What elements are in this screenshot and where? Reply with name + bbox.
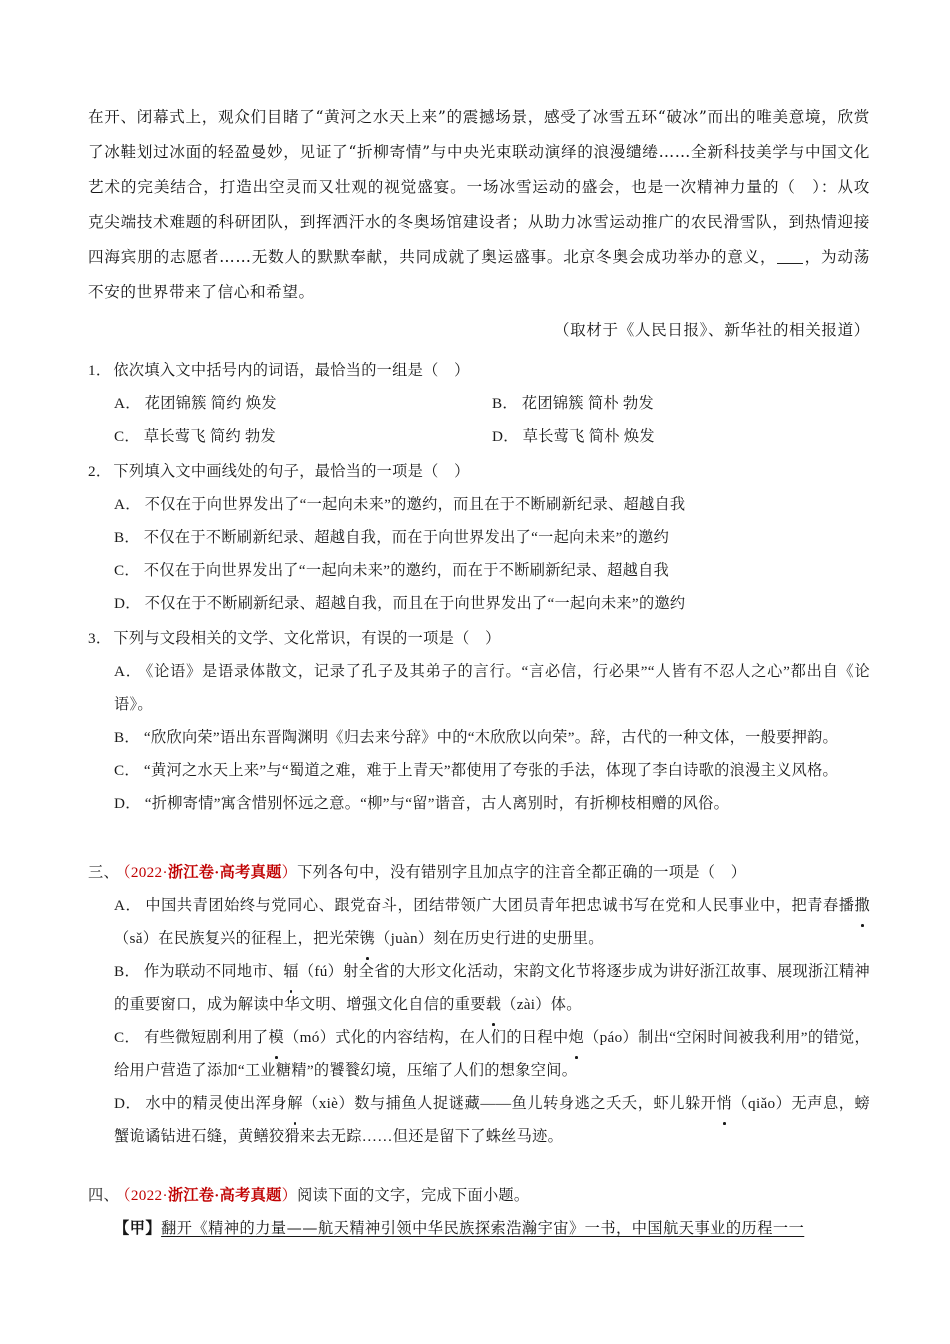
exam-tag-year: 2022· — [130, 1187, 168, 1204]
option-2d-label: D． — [114, 595, 141, 612]
section-four-exam-tag — [123, 1187, 297, 1204]
material-jia-line — [88, 1212, 870, 1245]
fill-in-blank — [777, 263, 803, 264]
option-1a-label: A． — [114, 395, 141, 412]
question-2-number: 2． — [88, 463, 112, 480]
exam-tag-close-paren: ） — [281, 864, 298, 881]
section-three-stem-text: 下列各句中，没有错别字且加点字的注音全都正确的一项是（ ） — [297, 864, 747, 881]
option-3c-text: “黄河之水天上来”与“蜀道之难，难于上青天”都使用了夸张的手法，体现了李白诗歌的浪漫主义风格。 — [143, 762, 839, 779]
option-s3c-label: C． — [114, 1029, 141, 1046]
emphasis-char: 解 — [287, 1087, 303, 1120]
option-s3a[interactable] — [88, 889, 870, 955]
option-3d-label: D． — [114, 795, 141, 812]
option-1a[interactable] — [114, 387, 492, 420]
exam-tag-source: 浙江卷·高考真题 — [167, 864, 282, 881]
passage-source: （取材于《人民日报》、新华社的相关报道） — [553, 321, 870, 339]
question-1 — [88, 354, 870, 453]
option-3a-text: 《论语》是语录体散文，记录了孔子及其弟子的言行。“言必信，行必果”“人皆有不忍人之心”都出自《论语》。 — [114, 663, 870, 713]
question-3-stem — [88, 622, 870, 655]
exam-tag-close-paren: ） — [281, 1187, 298, 1204]
option-2c[interactable] — [88, 554, 870, 587]
question-1-stem-text: 依次填入文中括号内的词语，最恰当的一组是（ ） — [113, 362, 470, 379]
exam-tag-source: 浙江卷·高考真题 — [167, 1187, 282, 1204]
option-2a-label: A． — [114, 496, 141, 513]
question-3-stem-text: 下列与文段相关的文学、文化常识，有误的一项是（ ） — [113, 630, 501, 647]
option-2a-text: 不仅在于向世界发出了“一起向未来”的邀约，而且在于不断刷新纪录、超越自我 — [144, 496, 686, 513]
section-four-stem-text: 阅读下面的文字，完成下面小题。 — [297, 1187, 530, 1204]
option-2b-text: 不仅在于不断刷新纪录、超越自我，而在于向世界发出了“一起向未来”的邀约 — [143, 529, 670, 546]
exam-tag-year: 2022· — [130, 864, 168, 881]
option-1c-label: C． — [114, 428, 140, 445]
option-1d-label: D． — [492, 428, 519, 445]
option-1d-text: 草长莺飞 简朴 焕发 — [522, 428, 655, 445]
option-3c[interactable] — [88, 754, 870, 787]
emphasis-char: 辐 — [283, 955, 299, 988]
option-3b[interactable] — [88, 721, 870, 754]
option-2b[interactable] — [88, 521, 870, 554]
section-four-index: 四、 — [88, 1187, 119, 1204]
section-spacer-1 — [88, 822, 870, 856]
section-three — [88, 856, 870, 1153]
section-three-index: 三、 — [88, 864, 119, 881]
option-s3b-text: 作为联动不同地市、辐（fú）射全省的大形文化活动，宋韵文化节将逐步成为讲好浙江故事、展现浙江精神的重要窗口，成为解读中华文明、增强文化自信的重要载（zài）体。 — [114, 963, 870, 1013]
emphasis-char: 炮 — [569, 1021, 585, 1054]
option-2c-text: 不仅在于向世界发出了“一起向未来”的邀约，而在于不断刷新纪录、超越自我 — [143, 562, 670, 579]
passage-text-before-blank: 在开、闭幕式上，观众们目睹了“黄河之水天上来”的震撼场景，感受了冰雪五环“破冰”而出的唯美意境，欣赏了冰鞋划过冰面的轻盈曼妙，见证了“折柳寄情”与中央光束联动演绎的浪漫缱绻……全新科技美学与中国文化艺术的完美结合，打造出空灵而又壮观的视觉盛宴。一场冰雪运动的盛会，也是一次精神力量的（ ）：从攻克尖端技术难题的科研团队，到挥洒汗水的冬奥场馆建设者；从助力冰雪运动推广的农民滑雪队，到热情迎接四海宾朋的志愿者……无数人的默默奉献，共同成就了奥运盛事。北京冬奥会成功举办的意义， — [88, 108, 870, 266]
emphasis-char: 模 — [269, 1021, 285, 1054]
emphasis-char: 载 — [486, 988, 502, 1021]
option-3d[interactable] — [88, 787, 870, 820]
option-1b[interactable] — [492, 387, 870, 420]
question-1-options-row-1 — [88, 387, 870, 420]
question-2-stem — [88, 455, 870, 488]
material-label-jia: 【甲】 — [114, 1219, 162, 1237]
option-s3d[interactable] — [88, 1087, 870, 1153]
option-3c-label: C． — [114, 762, 140, 779]
question-3 — [88, 622, 870, 820]
option-s3a-label: A． — [114, 897, 142, 914]
option-s3c-text: 有些微短剧利用了模（mó）式化的内容结构，在人们的日程中炮（páo）制出“空闲时间被我利用”的错觉，给用户营造了添加“工业糖精”的饕餮幻境，压缩了人们的想象空间。 — [114, 1029, 870, 1079]
option-2b-label: B． — [114, 529, 140, 546]
option-3a[interactable] — [88, 655, 870, 721]
section-four — [88, 1179, 870, 1245]
option-s3b[interactable] — [88, 955, 870, 1021]
option-2d[interactable] — [88, 587, 870, 620]
option-2d-text: 不仅在于不断刷新纪录、超越自我，而且在于向世界发出了“一起向未来”的邀约 — [144, 595, 686, 612]
emphasis-char: 镌 — [360, 922, 376, 955]
option-3b-label: B． — [114, 729, 140, 746]
option-2c-label: C． — [114, 562, 140, 579]
option-3b-text: “欣欣向荣”语出东晋陶渊明《归去来兮辞》中的“木欣欣以向荣”。辞，古代的一种文体，一般要押韵。 — [143, 729, 839, 746]
question-1-stem — [88, 354, 870, 387]
option-s3c[interactable] — [88, 1021, 870, 1087]
option-s3b-label: B． — [114, 963, 140, 980]
option-s3d-text: 水中的精灵使出浑身解（xiè）数与捕鱼人捉谜藏——鱼儿转身逃之夭夭，虾儿躲开悄（qiǎo）无声息，螃蟹诡谲钻进石缝，黄鳝狡猾来去无踪……但还是留下了蛛丝马迹。 — [114, 1095, 870, 1145]
question-1-options-row-2 — [88, 420, 870, 453]
section-spacer-2 — [88, 1155, 870, 1179]
option-1b-label: B． — [492, 395, 518, 412]
option-2a[interactable] — [88, 488, 870, 521]
option-s3a-text: 中国共青团始终与党同心、跟党奋斗，团结带领广大团员青年把忠诚书写在党和人民事业中，把青春播撒（sǎ）在民族复兴的征程上，把光荣镌（juàn）刻在历史行进的史册里。 — [114, 897, 870, 947]
question-2 — [88, 455, 870, 620]
section-three-exam-tag — [123, 864, 297, 881]
reading-passage — [88, 100, 870, 310]
passage-text-after-blank: ，为动荡不安的世界带来了信心和希望。 — [88, 248, 871, 301]
option-1c-text: 草长莺飞 简约 勃发 — [143, 428, 277, 445]
question-3-number: 3． — [88, 630, 112, 647]
section-three-heading — [88, 856, 870, 889]
option-s3d-label: D． — [114, 1095, 142, 1112]
section-four-heading — [88, 1179, 870, 1212]
question-1-number: 1． — [88, 362, 112, 379]
option-1c[interactable] — [114, 420, 492, 453]
exam-tag-open-paren: （ — [122, 1187, 131, 1204]
question-2-stem-text: 下列填入文中画线处的句子，最恰当的一项是（ ） — [113, 463, 470, 480]
option-1b-text: 花团锦簇 简朴 勃发 — [521, 395, 655, 412]
material-jia-text: 翻开《精神的力量——航天精神引领中华民族探索浩瀚宇宙》一书，中国航天事业的历程一一 — [161, 1219, 805, 1237]
emphasis-char: 撒 — [855, 889, 871, 922]
emphasis-char: 悄 — [717, 1087, 733, 1120]
option-3d-text: “折柳寄情”寓含惜别怀远之意。“柳”与“留”谐音，古人离别时，有折柳枝相赠的风俗。 — [144, 795, 730, 812]
option-3a-label: A． — [114, 663, 142, 680]
option-1a-text: 花团锦簇 简约 焕发 — [144, 395, 277, 412]
exam-tag-open-paren: （ — [122, 864, 131, 881]
option-1d[interactable] — [492, 420, 870, 453]
